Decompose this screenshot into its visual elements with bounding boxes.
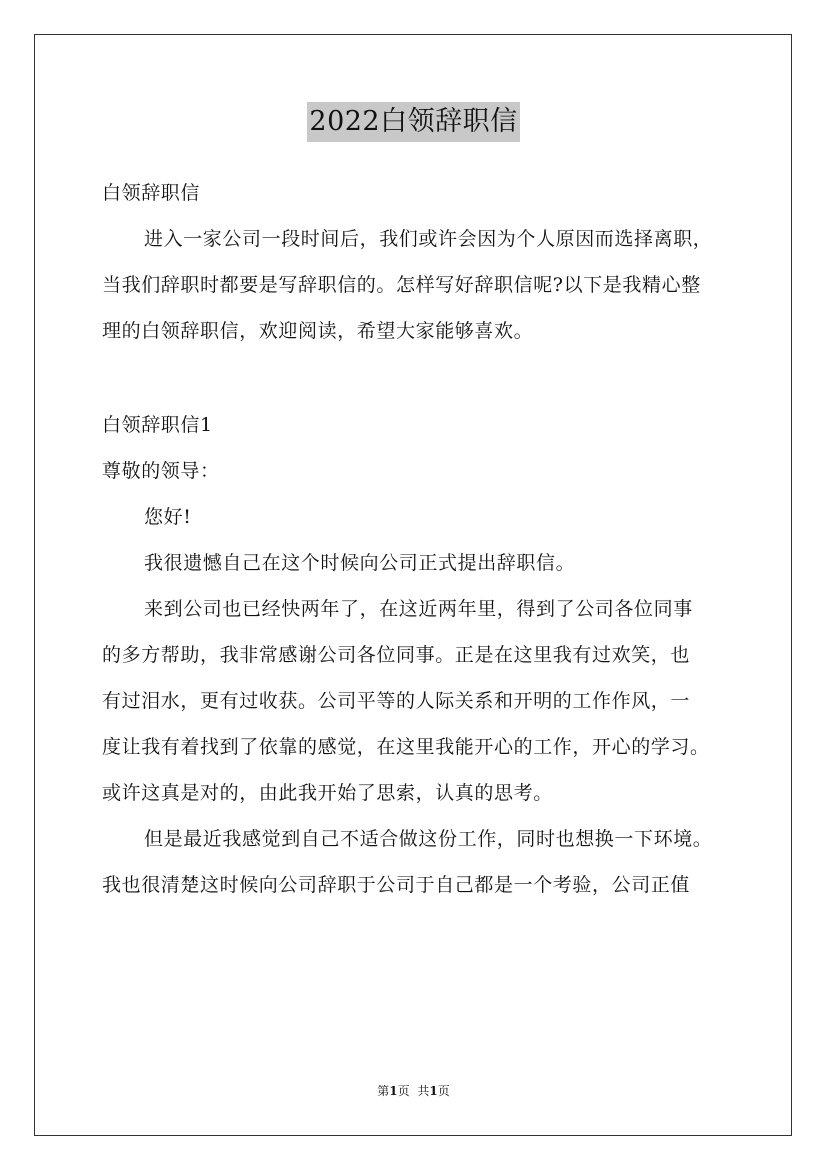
- paragraph-line: 的多方帮助，我非常感谢公司各位同事。正是在这里我有过欢笑，也: [102, 644, 691, 666]
- paragraph-line: 度让我有着找到了依靠的感觉，在这里我能开心的工作，开心的学习。: [102, 736, 710, 758]
- paragraph-line: 理的白领辞职信，欢迎阅读，希望大家能够喜欢。: [102, 320, 534, 342]
- paragraph-line: 或许这真是对的，由此我开始了思索，认真的思考。: [102, 782, 553, 804]
- paragraph-line: 当我们辞职时都要是写辞职信的。怎样写好辞职信呢?以下是我精心整: [102, 274, 701, 296]
- title-container: [0, 102, 827, 142]
- greeting: 您好!: [144, 506, 192, 528]
- blank-line: [102, 354, 742, 400]
- total-prefix: 共: [417, 1084, 430, 1098]
- total-pages: 1: [429, 1084, 438, 1098]
- paragraph-line: 来到公司也已经快两年了，在这近两年里，得到了公司各位同事: [144, 598, 693, 620]
- page-number: 1: [389, 1084, 398, 1098]
- paragraph-line: 我也很清楚这时候向公司辞职于公司于自己都是一个考验，公司正值: [102, 874, 691, 896]
- page-suffix: 页: [397, 1084, 410, 1098]
- paragraph-line: 进入一家公司一段时间后，我们或许会因为个人原因而选择离职，: [144, 228, 713, 250]
- letter-heading: 白领辞职信1: [102, 414, 213, 436]
- page-footer: [0, 1082, 827, 1100]
- document-title: 2022白领辞职信: [307, 102, 519, 142]
- document-body: [102, 170, 742, 908]
- paragraph-line: 有过泪水，更有过收获。公司平等的人际关系和开明的工作作风，一: [102, 690, 691, 712]
- section-heading: 白领辞职信: [102, 182, 201, 204]
- paragraph-line: 我很遗憾自己在这个时候向公司正式提出辞职信。: [144, 552, 576, 574]
- paragraph-line: 但是最近我感觉到自己不适合做这份工作，同时也想换一下环境。: [144, 828, 713, 850]
- salutation: 尊敬的领导：: [102, 460, 220, 482]
- total-suffix: 页: [437, 1084, 450, 1098]
- page-prefix: 第: [377, 1084, 390, 1098]
